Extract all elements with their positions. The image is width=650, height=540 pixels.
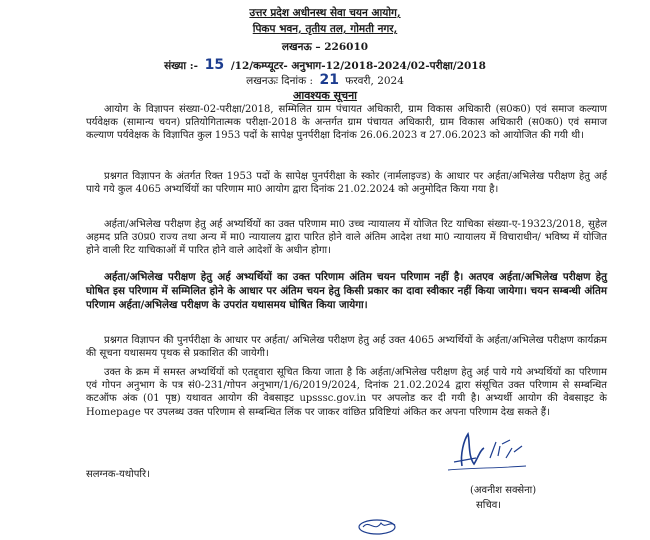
paragraph-2: प्रश्नगत विज्ञापन के अंतर्गत रिक्त 1953 पदों के सापेक्ष पुनर्परीक्षा के स्कोर (नार्मलाइज्ड) के आधार पर अर्हता/अभिलेख परीक्षण हेतु अर्ह पाये गये कुल 4065 अभ्यर्थियों का परिणाम मा0 आयोग द्वारा दिनांक 21.02.2024 को अनुमोदित किया गया है। xyxy=(86,171,607,196)
paragraph-4: अर्हता/अभिलेख परीक्षण हेतु अर्ह अभ्यर्थियों का उक्त परिणाम अंतिम चयन परिणाम नहीं है। अतएव अर्हता/अभिलेख परीक्षण हेतु घोषित इस परिणाम में सम्मिलित होने के आधार पर अंतिम चयन हेतु किसी प्रकार का दावा स्वीकार नहीं किया जायेगा। चयन सम्बन्धी अंतिम परिणाम अर्हता/अभिलेख परीक्षण के उपरांत यथासमय घोषित किया जायेगा। xyxy=(86,271,607,311)
initials-mark xyxy=(355,515,405,537)
notice-title: आवश्यक सूचना xyxy=(292,89,358,102)
reference-number xyxy=(0,57,650,73)
signatory-designation: सचिव। xyxy=(476,500,502,511)
enclosure-note: सलग्नक-यथोपरि। xyxy=(86,469,150,480)
signatory-name: (अवनीश सक्सेना) xyxy=(470,485,537,496)
date-suffix: फरवरी, 2024 xyxy=(345,75,404,87)
paragraph-6: उक्त के क्रम में समस्त अभ्यर्थियों को एतद्द्वारा सूचित किया जाता है कि अर्हता/अभिलेख परीक्षण हेतु अर्ह पाये गये अभ्यर्थियों का परिणाम एवं गोपन अनुभाग के पत्र सं0-231/गोपन अनुभाग/1/6/2019/2024, दिनांक 21.02.2024 द्वारा संसूचित उक्त परिणाम से सम्बन्धित कटऑफ अंक (01 पृष्ठ) यथावत आयोग की वेबसाइट upsssc.gov.in पर अपलोड कर दी गयी है। अभ्यर्थी आयोग की वेबसाइट के Homepage पर उपलब्ध उक्त परिणाम से सम्बन्धित लिंक पर जाकर वांछित प्रविष्टियां अंकित कर अपना परिणाम देख सकते हैं। xyxy=(86,367,607,418)
reference-prefix: संख्या :- xyxy=(164,60,199,72)
signature-image xyxy=(440,428,530,474)
commission-city: लखनऊ – 226010 xyxy=(281,41,369,53)
paragraph-1: आयोग के विज्ञापन संख्या-02-परीक्षा/2018, सम्मिलित ग्राम पंचायत अधिकारी, ग्राम विकास अधिकारी (स0क0) एवं समाज कल्याण पर्यवेक्षक (सामान्य चयन) प्रतियोगितात्मक परीक्षा-2018 के अन्तर्गत ग्राम पंचायत अधिकारी, ग्राम विकास अधिकारी (स0क0) एवं समाज कल्याण पर्यवेक्षक के विज्ञापित कुल 1953 पदों के सापेक्ष पुनर्परीक्षा दिनांक 26.06.2023 व 27.06.2023 को आयोजित की गयी थी। xyxy=(86,104,607,142)
commission-name: उत्तर प्रदेश अधीनस्थ सेवा चयन आयोग, xyxy=(249,7,401,19)
issue-date xyxy=(0,72,650,88)
commission-address: पिकप भवन, तृतीय तल, गोमती नगर, xyxy=(252,23,398,35)
date-handwritten-day: 21 xyxy=(319,72,339,88)
paragraph-5: प्रश्नगत विज्ञापन की पुनर्परीक्षा के आधार पर अर्हता/ अभिलेख परीक्षण हेतु अर्ह उक्त 4065 अभ्यर्थियों के अर्हता/अभिलेख परीक्षण कार्यक्रम की सूचना यथासमय पृथक से प्रकाशित की जायेगी। xyxy=(86,335,607,360)
date-prefix: लखनऊः दिनांक : xyxy=(246,75,314,87)
reference-handwritten-number: 15 xyxy=(204,57,225,73)
paragraph-3: अर्हता/अभिलेख परीक्षण हेतु अर्ह अभ्यर्थियों का उक्त परिणाम मा0 उच्च न्यायालय में योजित रिट याचिका संख्या-ए-19323/2018, सुहेल अहमद प्रति उ0प्र0 राज्य तथा अन्य में मा0 न्यायालय द्वारा पारित होने वाले अंतिम आदेश तथा मा0 न्यायालय में विचाराधीन/ भविष्य में योजित होने वाली रिट याचिकाओं में पारित होने वाले आदेशों के अधीन होगा। xyxy=(86,219,607,257)
reference-suffix: /12/कम्प्यूटर- अनुभाग-12/2018-2024/02-परीक्षा/2018 xyxy=(230,60,486,72)
